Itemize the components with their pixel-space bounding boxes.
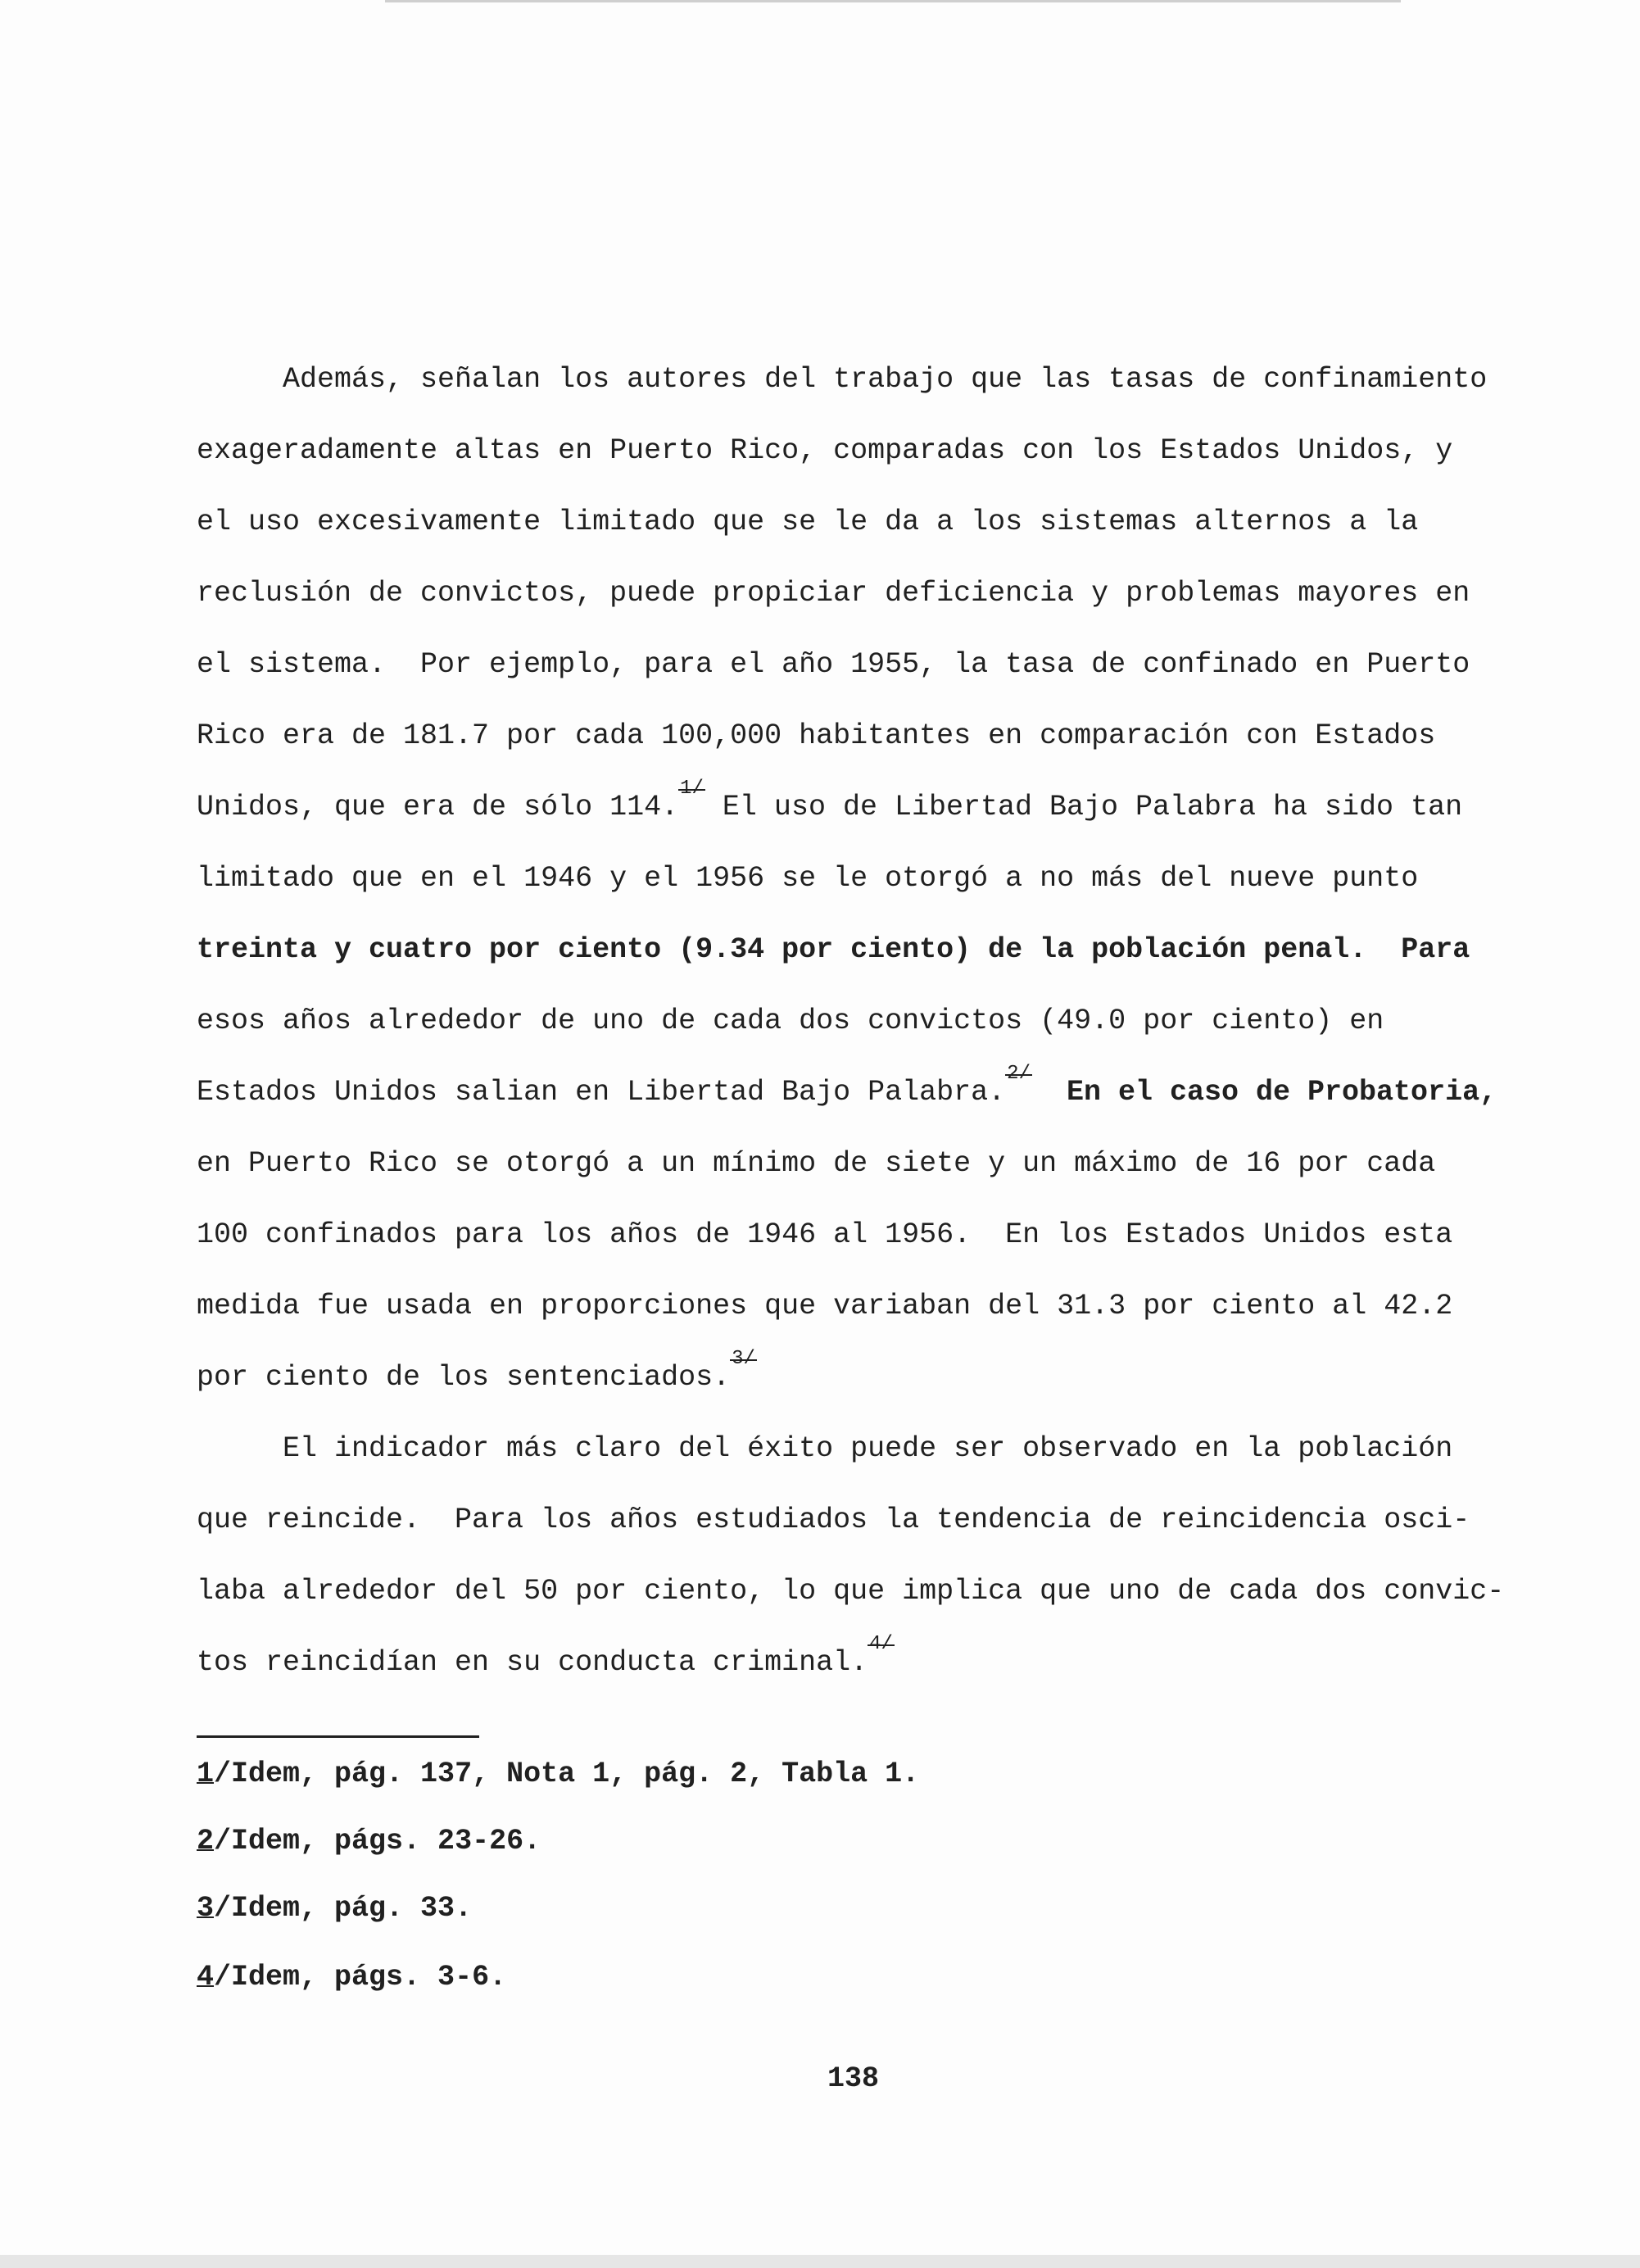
page-number: 138 bbox=[827, 2062, 880, 2095]
body-line: limitado que en el 1946 y el 1956 se le otorgó a no más del nueve punto bbox=[197, 862, 1419, 895]
footnote-text: /Idem, pág. 33. bbox=[214, 1892, 473, 1925]
footnote-number: 3 bbox=[197, 1892, 215, 1925]
footnote-2 bbox=[197, 1821, 541, 1862]
footnote-3 bbox=[197, 1888, 472, 1929]
footnote-number: 2 bbox=[197, 1825, 215, 1857]
body-line: el uso excesivamente limitado que se le da a los sistemas alternos a la bbox=[197, 506, 1419, 538]
body-line: El indicador más claro del éxito puede ser observado en la población bbox=[197, 1432, 1453, 1465]
footnote-ref-2: 2/ bbox=[1007, 1063, 1031, 1085]
body-text: Unidos, que era de sólo 114. bbox=[197, 791, 679, 823]
footnote-text: /Idem, págs. 3-6. bbox=[214, 1961, 507, 1994]
footnote-text: /Idem, págs. 23-26. bbox=[214, 1825, 541, 1857]
footnote-1 bbox=[197, 1753, 919, 1794]
body-line bbox=[197, 1633, 895, 1683]
body-line bbox=[197, 1063, 1497, 1113]
footnote-separator bbox=[197, 1735, 479, 1738]
footnote-number: 4 bbox=[197, 1961, 215, 1994]
footnote-ref-3: 3/ bbox=[732, 1348, 755, 1370]
body-text: El uso de Libertad Bajo Palabra ha sido tan bbox=[704, 791, 1463, 823]
body-line: esos años alrededor de uno de cada dos convictos (49.0 por ciento) en bbox=[197, 1005, 1384, 1037]
body-line: 100 confinados para los años de 1946 al 1956. En los Estados Unidos esta bbox=[197, 1218, 1453, 1251]
body-line: reclusión de convictos, puede propiciar deficiencia y problemas mayores en bbox=[197, 577, 1470, 610]
body-line: Rico era de 181.7 por cada 100,000 habitantes en comparación con Estados bbox=[197, 719, 1436, 752]
body-line: exageradamente altas en Puerto Rico, comparadas con los Estados Unidos, y bbox=[197, 434, 1453, 467]
scan-edge-bottom bbox=[0, 2255, 1640, 2268]
body-line: medida fue usada en proporciones que variaban del 31.3 por ciento al 42.2 bbox=[197, 1290, 1453, 1322]
body-text: En el caso de Probatoria, bbox=[1031, 1076, 1497, 1109]
footnote-4 bbox=[197, 1957, 506, 1998]
body-text: por ciento de los sentenciados. bbox=[197, 1361, 731, 1394]
body-line bbox=[197, 1348, 757, 1398]
body-line: Además, señalan los autores del trabajo que las tasas de confinamiento bbox=[197, 363, 1488, 396]
footnote-text: /Idem, pág. 137, Nota 1, pág. 2, Tabla 1. bbox=[214, 1758, 920, 1790]
body-text: tos reincidían en su conducta criminal. bbox=[197, 1646, 868, 1679]
body-line: en Puerto Rico se otorgó a un mínimo de siete y un máximo de 16 por cada bbox=[197, 1147, 1436, 1180]
footnote-ref-4: 4/ bbox=[869, 1633, 893, 1655]
footnote-ref-1: 1/ bbox=[680, 778, 704, 800]
scan-edge-top bbox=[385, 0, 1401, 2]
body-line: laba alrededor del 50 por ciento, lo que implica que uno de cada dos convic- bbox=[197, 1575, 1505, 1608]
body-line: que reincide. Para los años estudiados la tendencia de reincidencia osci- bbox=[197, 1504, 1470, 1536]
body-text: Estados Unidos salian en Libertad Bajo Palabra. bbox=[197, 1076, 1006, 1109]
body-line: el sistema. Por ejemplo, para el año 1955, la tasa de confinado en Puerto bbox=[197, 648, 1470, 681]
body-line bbox=[197, 778, 1463, 828]
footnote-number: 1 bbox=[197, 1758, 215, 1790]
body-line: treinta y cuatro por ciento (9.34 por ciento) de la población penal. Para bbox=[197, 933, 1470, 966]
